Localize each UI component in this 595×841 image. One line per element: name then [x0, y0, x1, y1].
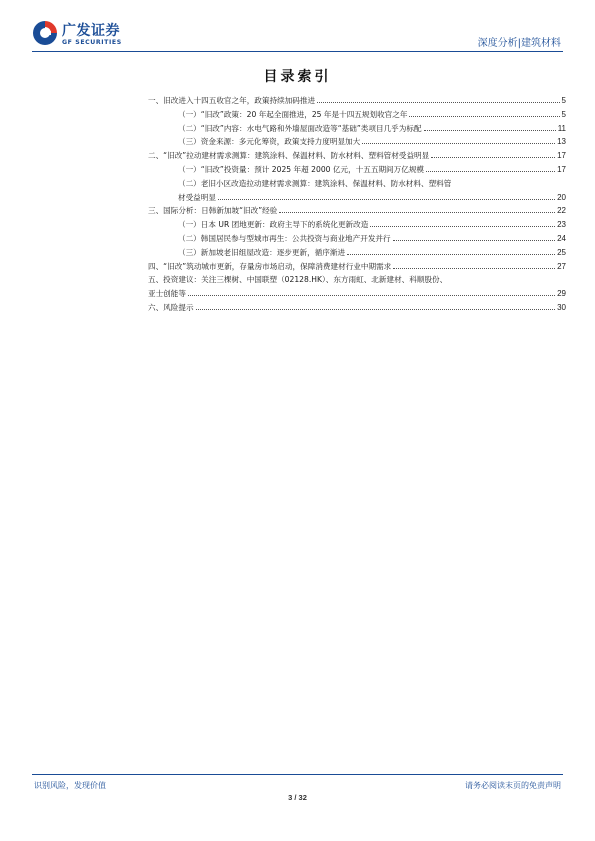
header-divider: [32, 51, 563, 52]
toc-leader: [393, 268, 555, 269]
footer-divider: [32, 774, 563, 775]
toc-entry[interactable]: [148, 232, 566, 246]
toc-entry-text: （二）“旧改”内容：水电气路和外墙屋面改造等“基础”类项目几乎为标配: [178, 123, 422, 133]
toc-entry[interactable]: [148, 149, 566, 163]
toc-page: 17: [557, 151, 566, 161]
toc-entry-text-line2: 材受益明显: [178, 192, 216, 202]
toc-entry[interactable]: [148, 163, 566, 177]
toc-entry[interactable]: [148, 135, 566, 149]
toc-leader: [424, 130, 556, 131]
toc-entry[interactable]: [148, 218, 566, 232]
toc-page: 5: [561, 96, 566, 105]
toc-leader: [431, 157, 555, 158]
toc-entry-text: 六、风险提示: [148, 302, 194, 312]
company-logo: [32, 18, 142, 52]
toc-page: 11: [557, 123, 566, 133]
page-number: 3 / 32: [288, 793, 307, 802]
toc-page: 17: [557, 164, 566, 174]
toc-leader: [317, 102, 559, 103]
toc-leader: [370, 226, 555, 227]
toc-entry-text: 三、国际分析：日韩新加坡“旧改”经验: [148, 206, 278, 216]
toc-entry-text-line1: 五、投资建议：关注三棵树、中国联塑（02128.HK）、东方雨虹、北新建材、科顺股份、: [148, 275, 448, 285]
toc-entry-text: 二、“旧改”拉动建材需求测算：建筑涂料、保温材料、防水材料、塑料管材受益明显: [148, 151, 430, 161]
toc-leader: [188, 295, 555, 296]
toc-page: 25: [557, 247, 566, 257]
toc-entry-text-line2: 亚士创能等: [148, 289, 186, 299]
toc-entry[interactable]: [148, 94, 566, 108]
toc-page: 13: [557, 137, 566, 147]
toc-page: 20: [557, 192, 566, 202]
footer-slogan: 识别风险，发现价值: [34, 781, 106, 790]
toc-entry-text-line1: （二）老旧小区改造拉动建材需求测算：建筑涂料、保温材料、防水材料、塑料管: [178, 178, 452, 188]
toc-entry[interactable]: [148, 204, 566, 218]
toc-page: 29: [557, 289, 566, 299]
toc-page: 27: [557, 261, 566, 271]
toc-entry-text: （二）韩国居民参与型城市再生：公共投资与商业地产开发并行: [178, 233, 391, 243]
toc-entry-text: （三）新加坡老旧组屋改造：逐步更新，循序渐进: [178, 247, 346, 257]
toc-page: 30: [557, 302, 566, 312]
gf-logo-icon: [32, 20, 58, 46]
toc-leader: [279, 212, 555, 213]
report-category: 深度分析|建筑材料: [477, 38, 561, 49]
toc-entry[interactable]: [148, 273, 566, 301]
toc-page: 5: [561, 109, 566, 119]
logo-text-cn: 广发证券: [62, 23, 120, 39]
toc-leader: [218, 199, 555, 200]
toc-leader: [347, 254, 555, 255]
toc-page: 23: [557, 220, 566, 230]
toc-entry[interactable]: [148, 122, 566, 136]
toc-entry[interactable]: [148, 260, 566, 274]
toc-page: 22: [557, 206, 566, 216]
toc-entry-text: 一、旧改进入十四五收官之年，政策持续加码推进: [148, 96, 316, 105]
toc-entry[interactable]: [148, 246, 566, 260]
toc-entry-text: （三）资金来源：多元化筹资，政策支持力度明显加大: [178, 137, 361, 147]
toc-title: 目录索引: [263, 69, 332, 85]
footer-disclaimer: 请务必阅读末页的免责声明: [465, 781, 561, 790]
toc-leader: [409, 116, 559, 117]
toc-leader: [393, 240, 555, 241]
toc-leader: [426, 171, 555, 172]
toc-page: 24: [557, 233, 566, 243]
toc-entry[interactable]: [148, 301, 566, 315]
toc-entry-text: （一）“旧改”政策：20 年起全面推进，25 年是十四五规划收官之年: [178, 109, 408, 119]
toc-entry-text: 四、“旧改”筑动城市更新，存量房市场启动，保障消费建材行业中期需求: [148, 261, 392, 271]
toc-entry-text: （一）“旧改”投资量：预计 2025 年超 2000 亿元，十五五期间万亿规模: [178, 164, 425, 174]
toc-entry[interactable]: [148, 177, 566, 205]
toc-entry-text: （一）日本 UR 团地更新：政府主导下的系统化更新改造: [178, 220, 369, 230]
toc-leader: [196, 309, 556, 310]
toc-leader: [362, 143, 555, 144]
logo-text-en: GF SECURITIES: [62, 39, 122, 46]
table-of-contents: [148, 94, 566, 315]
toc-entry[interactable]: [148, 108, 566, 122]
